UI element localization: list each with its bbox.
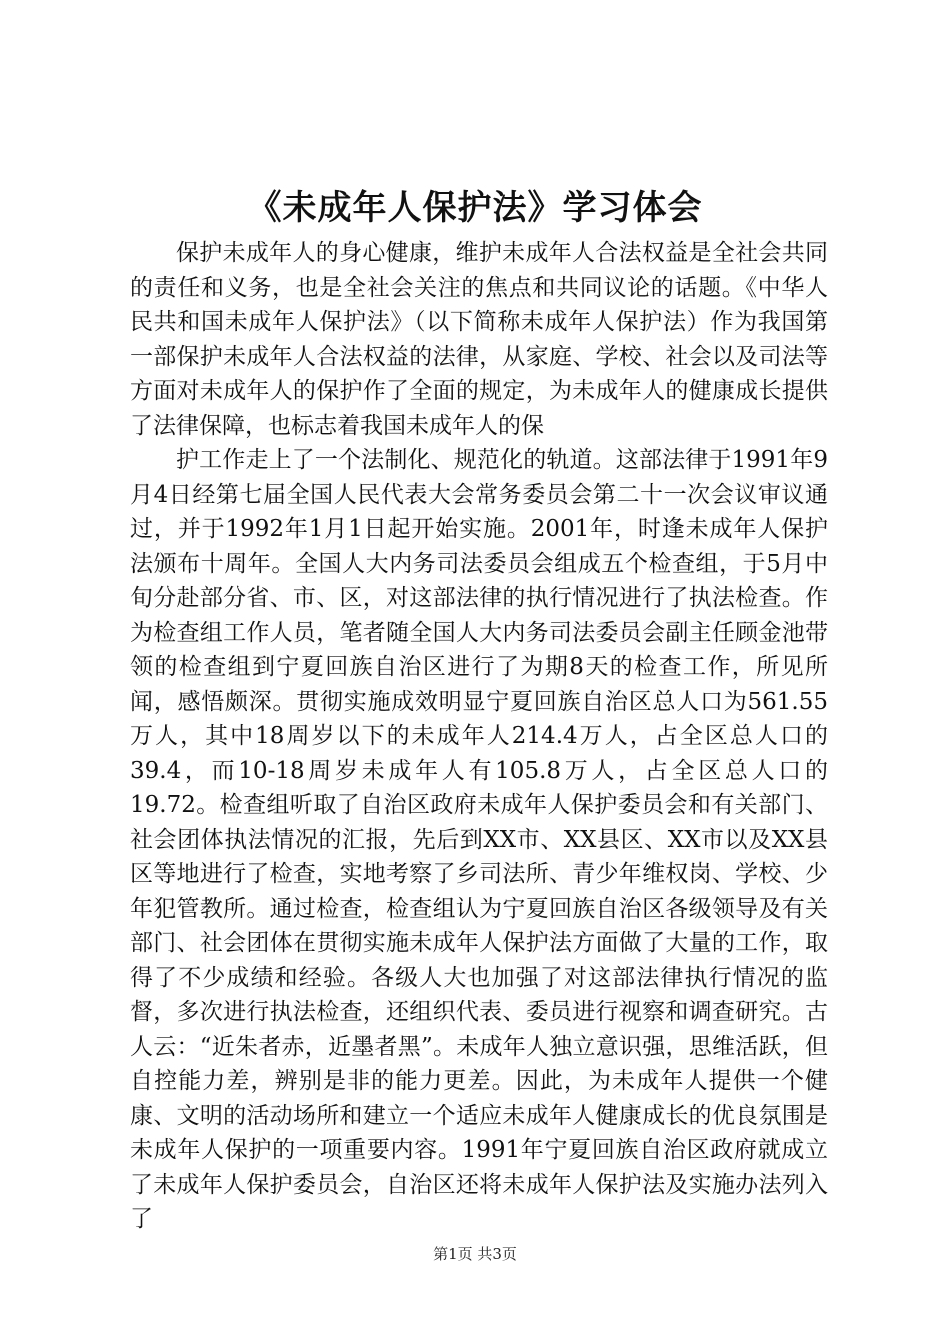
document-body xyxy=(130,236,828,1237)
paragraph-2: 护工作走上了一个法制化、规范化的轨道。这部法律于1991年9月4日经第七届全国人民代表大会常务委员会第二十一次会议审议通过，并于1992年1月1日起开始实施。2001年，时逢未成年人保护法颁布十周年。全国人大内务司法委员会组成五个检查组，于5月中旬分赴部分省、市、区，对这部法律的执行情况进行了执法检查。作为检查组工作人员，笔者随全国人大内务司法委员会副主任顾金池带领的检查组到宁夏回族自治区进行了为期8天的检查工作，所见所闻，感悟颇深。贯彻实施成效明显宁夏回族自治区总人口为561.55万人，其中18周岁以下的未成年人214.4万人，占全区总人口的39.4，而10-18周岁未成年人有105.8万人，占全区总人口的19.72。检查组听取了自治区政府未成年人保护委员会和有关部门、社会团体执法情况的汇报，先后到XX市、XX县区、XX市以及XX县区等地进行了检查，实地考察了乡司法所、青少年维权岗、学校、少年犯管教所。通过检查，检查组认为宁夏回族自治区各级领导及有关部门、社会团体在贯彻实施未成年人保护法方面做了大量的工作，取得了不少成绩和经验。各级人大也加强了对这部法律执行情况的监督，多次进行执法检查，还组织代表、委员进行视察和调查研究。古人云：“近朱者赤，近墨者黑”。未成年人独立意识强，思维活跃，但自控能力差，辨别是非的能力更差。因此，为未成年人提供一个健康、文明的活动场所和建立一个适应未成年人健康成长的优良氛围是未成年人保护的一项重要内容。1991年宁夏回族自治区政府就成立了未成年人保护委员会，自治区还将未成年人保护法及实施办法列入了 xyxy=(130,447,828,1232)
paragraph-1: 保护未成年人的身心健康，维护未成年人合法权益是全社会共同的责任和义务，也是全社会关注的焦点和共同议论的话题。《中华人民共和国未成年人保护法》（以下简称未成年人保护法）作为我国第一部保护未成年人合法权益的法律，从家庭、学校、社会以及司法等方面对未成年人的保护作了全面的规定，为未成年人的健康成长提供了法律保障，也标志着我国未成年人的保 xyxy=(130,240,828,439)
page-footer: 第1页 共3页 xyxy=(433,1245,517,1263)
document-title: 《未成年人保护法》学习体会 xyxy=(247,188,703,228)
